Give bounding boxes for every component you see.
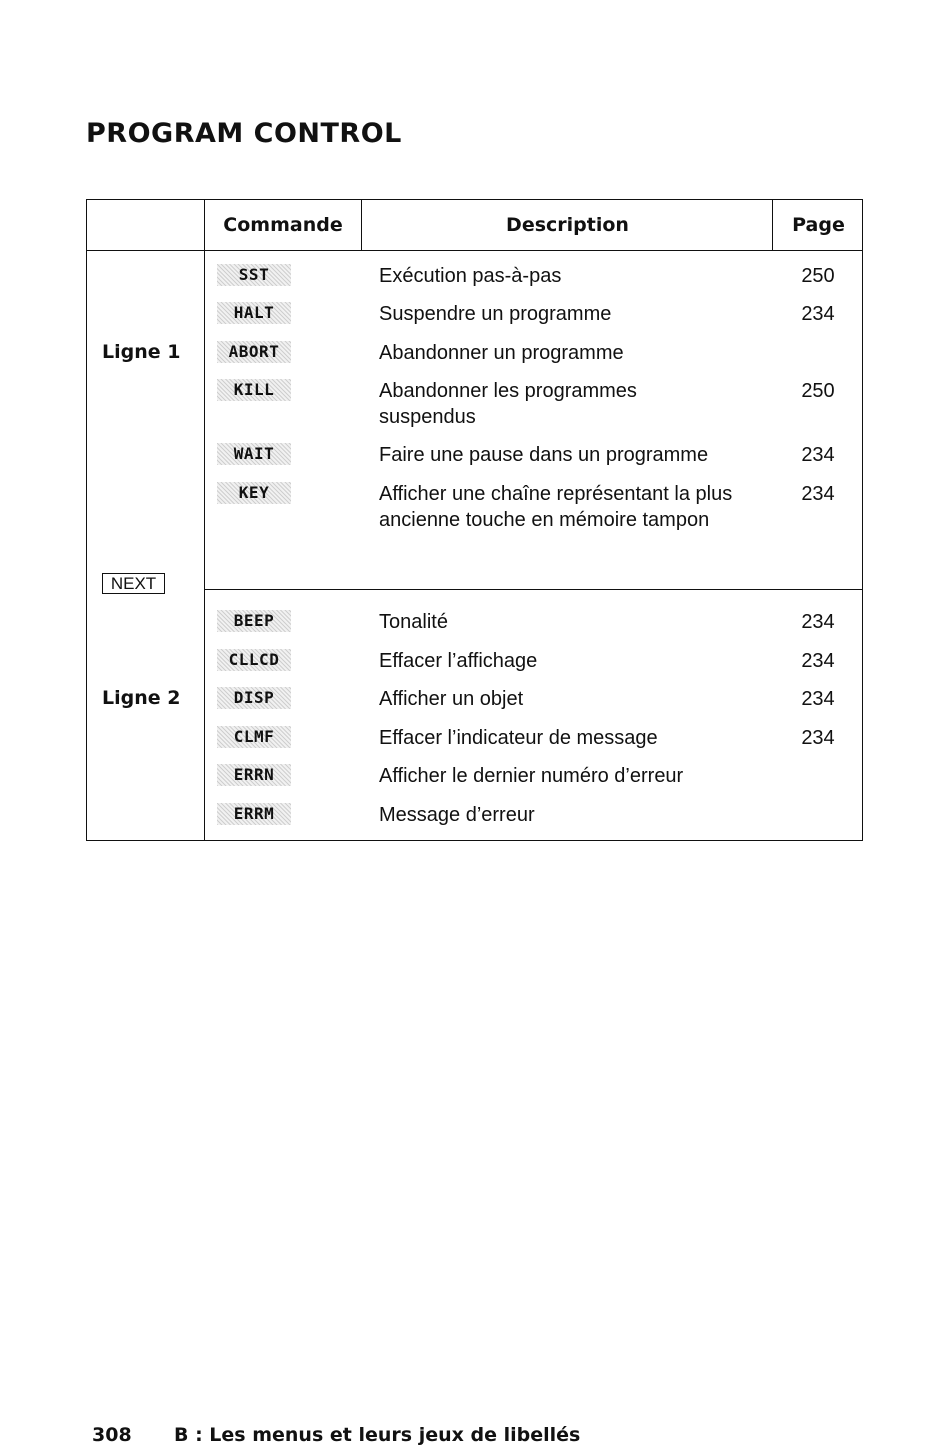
description-cell: Effacer l’indicateur de message (379, 727, 658, 749)
page-cell: 234 (801, 611, 835, 633)
menu-key: SST (217, 264, 291, 286)
page-cell: 234 (801, 303, 835, 325)
page-cell: 234 (801, 727, 835, 749)
description-cell: Afficher un objet (379, 688, 524, 710)
description-cell: Abandonner un programme (379, 342, 624, 364)
description-cell: Afficher une chaîne représentant la plus ancienne touche en mémoire tampon (379, 483, 733, 531)
column-divider-page (772, 199, 773, 251)
description-cell: Message d’erreur (379, 804, 535, 826)
menu-key: HALT (217, 302, 291, 324)
header-commande: Commande (223, 213, 343, 236)
menu-key: DISP (217, 687, 291, 709)
menu-key: KEY (217, 482, 291, 504)
page-cell: 234 (801, 444, 835, 466)
header-description: Description (506, 213, 629, 236)
menu-key: ABORT (217, 341, 291, 363)
page-cell: 234 (801, 688, 835, 710)
menu-key: CLLCD (217, 649, 291, 671)
menu-key: WAIT (217, 443, 291, 465)
description-cell: Tonalité (379, 611, 448, 633)
footer-text: B : Les menus et leurs jeux de libellés (174, 1424, 581, 1446)
next-key: NEXT (102, 573, 165, 594)
menu-key: CLMF (217, 726, 291, 748)
header-bottom-line (86, 250, 863, 251)
menu-key: ERRN (217, 764, 291, 786)
group-separator-line (204, 589, 863, 590)
description-cell: Afficher le dernier numéro d’erreur (379, 765, 684, 787)
command-table (86, 199, 863, 841)
description-cell: Faire une pause dans un programme (379, 444, 709, 466)
menu-key: KILL (217, 379, 291, 401)
page-cell: 234 (801, 650, 835, 672)
menu-key: ERRM (217, 803, 291, 825)
description-cell: Effacer l’affichage (379, 650, 538, 672)
page-cell: 250 (801, 380, 835, 402)
description-cell: Abandonner les programmes suspendus (379, 380, 637, 428)
page-footer (92, 1424, 580, 1446)
header-page: Page (792, 213, 845, 236)
column-divider-left (204, 199, 205, 841)
group-label-ligne1: Ligne 1 (102, 341, 181, 363)
page-title: PROGRAM CONTROL (86, 118, 402, 149)
group-label-ligne2: Ligne 2 (102, 687, 181, 709)
description-cell: Suspendre un programme (379, 303, 612, 325)
page-cell: 234 (801, 483, 835, 505)
column-divider-commande (361, 199, 362, 251)
page-cell: 250 (801, 265, 835, 287)
menu-key: BEEP (217, 610, 291, 632)
page-number: 308 (92, 1424, 132, 1446)
description-cell: Exécution pas-à-pas (379, 265, 562, 287)
